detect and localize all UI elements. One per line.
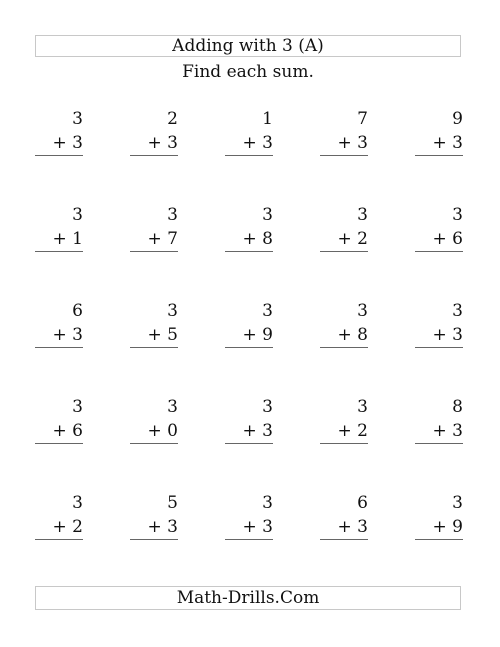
- problem-addend: + 9: [415, 515, 463, 540]
- problem-addend: + 0: [130, 419, 178, 444]
- problem-3-5: [415, 299, 463, 395]
- problem-top-number: 1: [262, 109, 273, 129]
- problem-addend: + 3: [35, 323, 83, 348]
- problem-top-number: 7: [357, 109, 368, 129]
- problem-top-number: 3: [167, 301, 178, 321]
- worksheet-title: Adding with 3 (A): [35, 35, 461, 57]
- problem-5-5: [415, 491, 463, 587]
- problem-top-number: 8: [452, 397, 463, 417]
- problem-row-5: [35, 491, 465, 587]
- problem-top-number: 6: [357, 493, 368, 513]
- problem-addend: + 7: [130, 227, 178, 252]
- problem-5-1: [35, 491, 83, 587]
- problem-5-2: [130, 491, 178, 587]
- problem-row-1: [35, 107, 465, 203]
- problem-4-5: [415, 395, 463, 491]
- problem-addend: + 3: [320, 515, 368, 540]
- problem-row-3: [35, 299, 465, 395]
- problem-addend: + 5: [130, 323, 178, 348]
- problem-top-number: 5: [167, 493, 178, 513]
- problem-top-number: 6: [72, 301, 83, 321]
- problem-top-number: 3: [262, 301, 273, 321]
- problem-top-number: 3: [72, 205, 83, 225]
- problem-addend: + 6: [415, 227, 463, 252]
- problem-5-3: [225, 491, 273, 587]
- problem-top-number: 3: [357, 205, 368, 225]
- problem-addend: + 2: [35, 515, 83, 540]
- problem-addend: + 3: [35, 131, 83, 156]
- problem-top-number: 3: [72, 397, 83, 417]
- problem-addend: + 3: [130, 131, 178, 156]
- problem-4-4: [320, 395, 368, 491]
- problem-addend: + 3: [225, 419, 273, 444]
- problem-1-5: [415, 107, 463, 203]
- problem-grid: [35, 107, 465, 587]
- problem-top-number: 9: [452, 109, 463, 129]
- problem-addend: + 2: [320, 227, 368, 252]
- problem-addend: + 8: [225, 227, 273, 252]
- problem-4-3: [225, 395, 273, 491]
- problem-top-number: 3: [262, 493, 273, 513]
- problem-row-4: [35, 395, 465, 491]
- problem-top-number: 3: [167, 397, 178, 417]
- problem-addend: + 3: [130, 515, 178, 540]
- problem-addend: + 6: [35, 419, 83, 444]
- problem-addend: + 3: [225, 515, 273, 540]
- problem-top-number: 3: [72, 493, 83, 513]
- problem-top-number: 3: [262, 205, 273, 225]
- problem-addend: + 3: [415, 131, 463, 156]
- problem-row-2: [35, 203, 465, 299]
- problem-top-number: 3: [452, 301, 463, 321]
- problem-2-4: [320, 203, 368, 299]
- problem-2-2: [130, 203, 178, 299]
- problem-top-number: 3: [167, 205, 178, 225]
- problem-addend: + 3: [415, 323, 463, 348]
- site-footer: Math-Drills.Com: [35, 586, 461, 610]
- problem-1-3: [225, 107, 273, 203]
- problem-2-5: [415, 203, 463, 299]
- problem-2-1: [35, 203, 83, 299]
- problem-addend: + 3: [415, 419, 463, 444]
- problem-3-4: [320, 299, 368, 395]
- problem-2-3: [225, 203, 273, 299]
- problem-3-1: [35, 299, 83, 395]
- problem-addend: + 3: [320, 131, 368, 156]
- problem-top-number: 3: [357, 397, 368, 417]
- problem-top-number: 3: [357, 301, 368, 321]
- problem-top-number: 3: [452, 493, 463, 513]
- problem-3-2: [130, 299, 178, 395]
- problem-top-number: 3: [72, 109, 83, 129]
- problem-addend: + 1: [35, 227, 83, 252]
- problem-addend: + 2: [320, 419, 368, 444]
- problem-3-3: [225, 299, 273, 395]
- problem-top-number: 3: [452, 205, 463, 225]
- problem-4-1: [35, 395, 83, 491]
- problem-1-2: [130, 107, 178, 203]
- problem-addend: + 9: [225, 323, 273, 348]
- problem-5-4: [320, 491, 368, 587]
- problem-addend: + 8: [320, 323, 368, 348]
- problem-1-4: [320, 107, 368, 203]
- problem-top-number: 2: [167, 109, 178, 129]
- problem-addend: + 3: [225, 131, 273, 156]
- problem-1-1: [35, 107, 83, 203]
- worksheet-instructions: Find each sum.: [182, 62, 314, 82]
- problem-4-2: [130, 395, 178, 491]
- problem-top-number: 3: [262, 397, 273, 417]
